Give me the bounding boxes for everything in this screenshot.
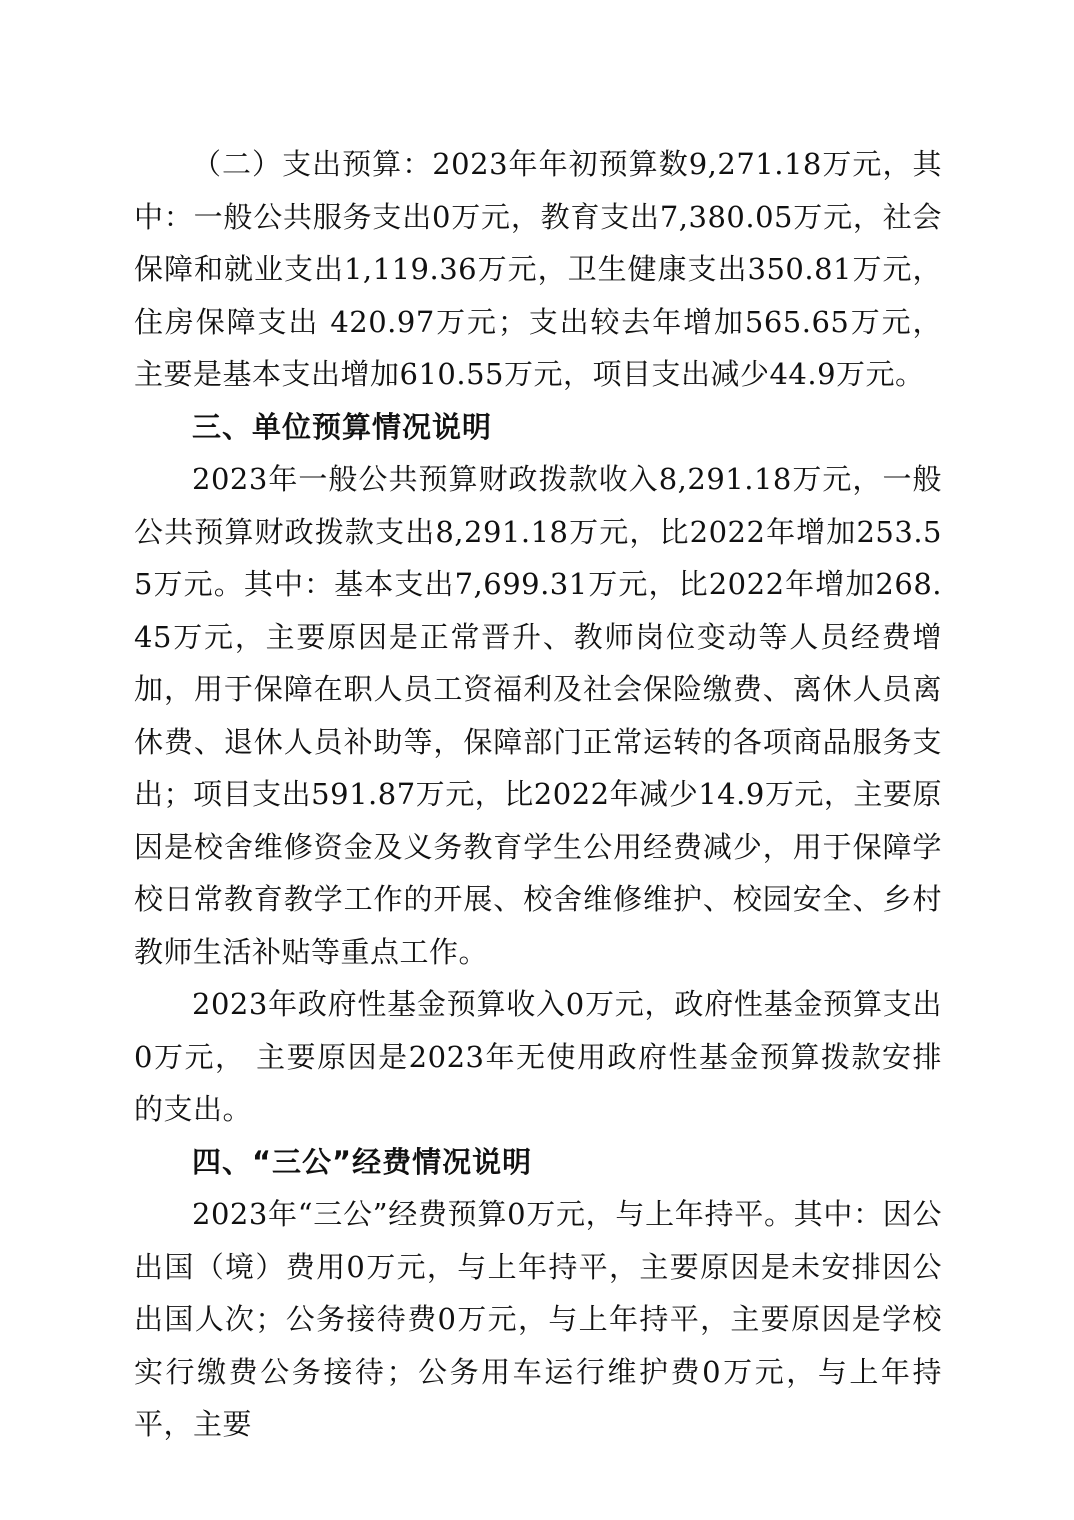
general-public-budget-paragraph: 2023年一般公共预算财政拨款收入8,291.18万元，一般公共预算财政拨款支出8,291.18万元，比2022年增加253.55万元。其中：基本支出7,699.31万元，比2022年增加268.45万元，主要原因是正常晋升、教师岗位变动等人员经费增加，用于保障在职人员工资福利及社会保险缴费、离休人员离休费、退休人员补助等，保障部门正常运转的各项商品服务支出；项目支出591.87万元，比2022年减少14.9万元，主要原因是校舍维修资金及义务教育学生公用经费减少，用于保障学校日常教育教学工作的开展、校舍维修维护、校园安全、乡村教师生活补贴等重点工作。 <box>134 462 942 969</box>
section-heading-three-public-expenses: 四、“三公”经费情况说明 <box>192 1144 533 1179</box>
section-heading-unit-budget: 三、单位预算情况说明 <box>192 409 493 444</box>
three-public-expenses-paragraph: 2023年“三公”经费预算0万元，与上年持平。其中：因公出国（境）费用0万元，与上年持平，主要原因是未安排因公出国人次；公务接待费0万元，与上年持平，主要原因是学校实行缴费公务接待；公务用车运行维护费0万元，与上年持平，主要 <box>134 1197 942 1441</box>
document-page <box>134 138 942 1451</box>
expenditure-budget-paragraph: （二）支出预算：2023年年初预算数9,271.18万元，其中：一般公共服务支出0万元，教育支出7,380.05万元，社会保障和就业支出1,119.36万元，卫生健康支出350.81万元，住房保障支出 420.97万元；支出较去年增加565.65万元，主要是基本支出增加610.55万元，项目支出减少44.9万元。 <box>134 147 942 391</box>
government-fund-budget-paragraph: 2023年政府性基金预算收入0万元，政府性基金预算支出0万元， 主要原因是2023年无使用政府性基金预算拨款安排的支出。 <box>134 987 942 1126</box>
